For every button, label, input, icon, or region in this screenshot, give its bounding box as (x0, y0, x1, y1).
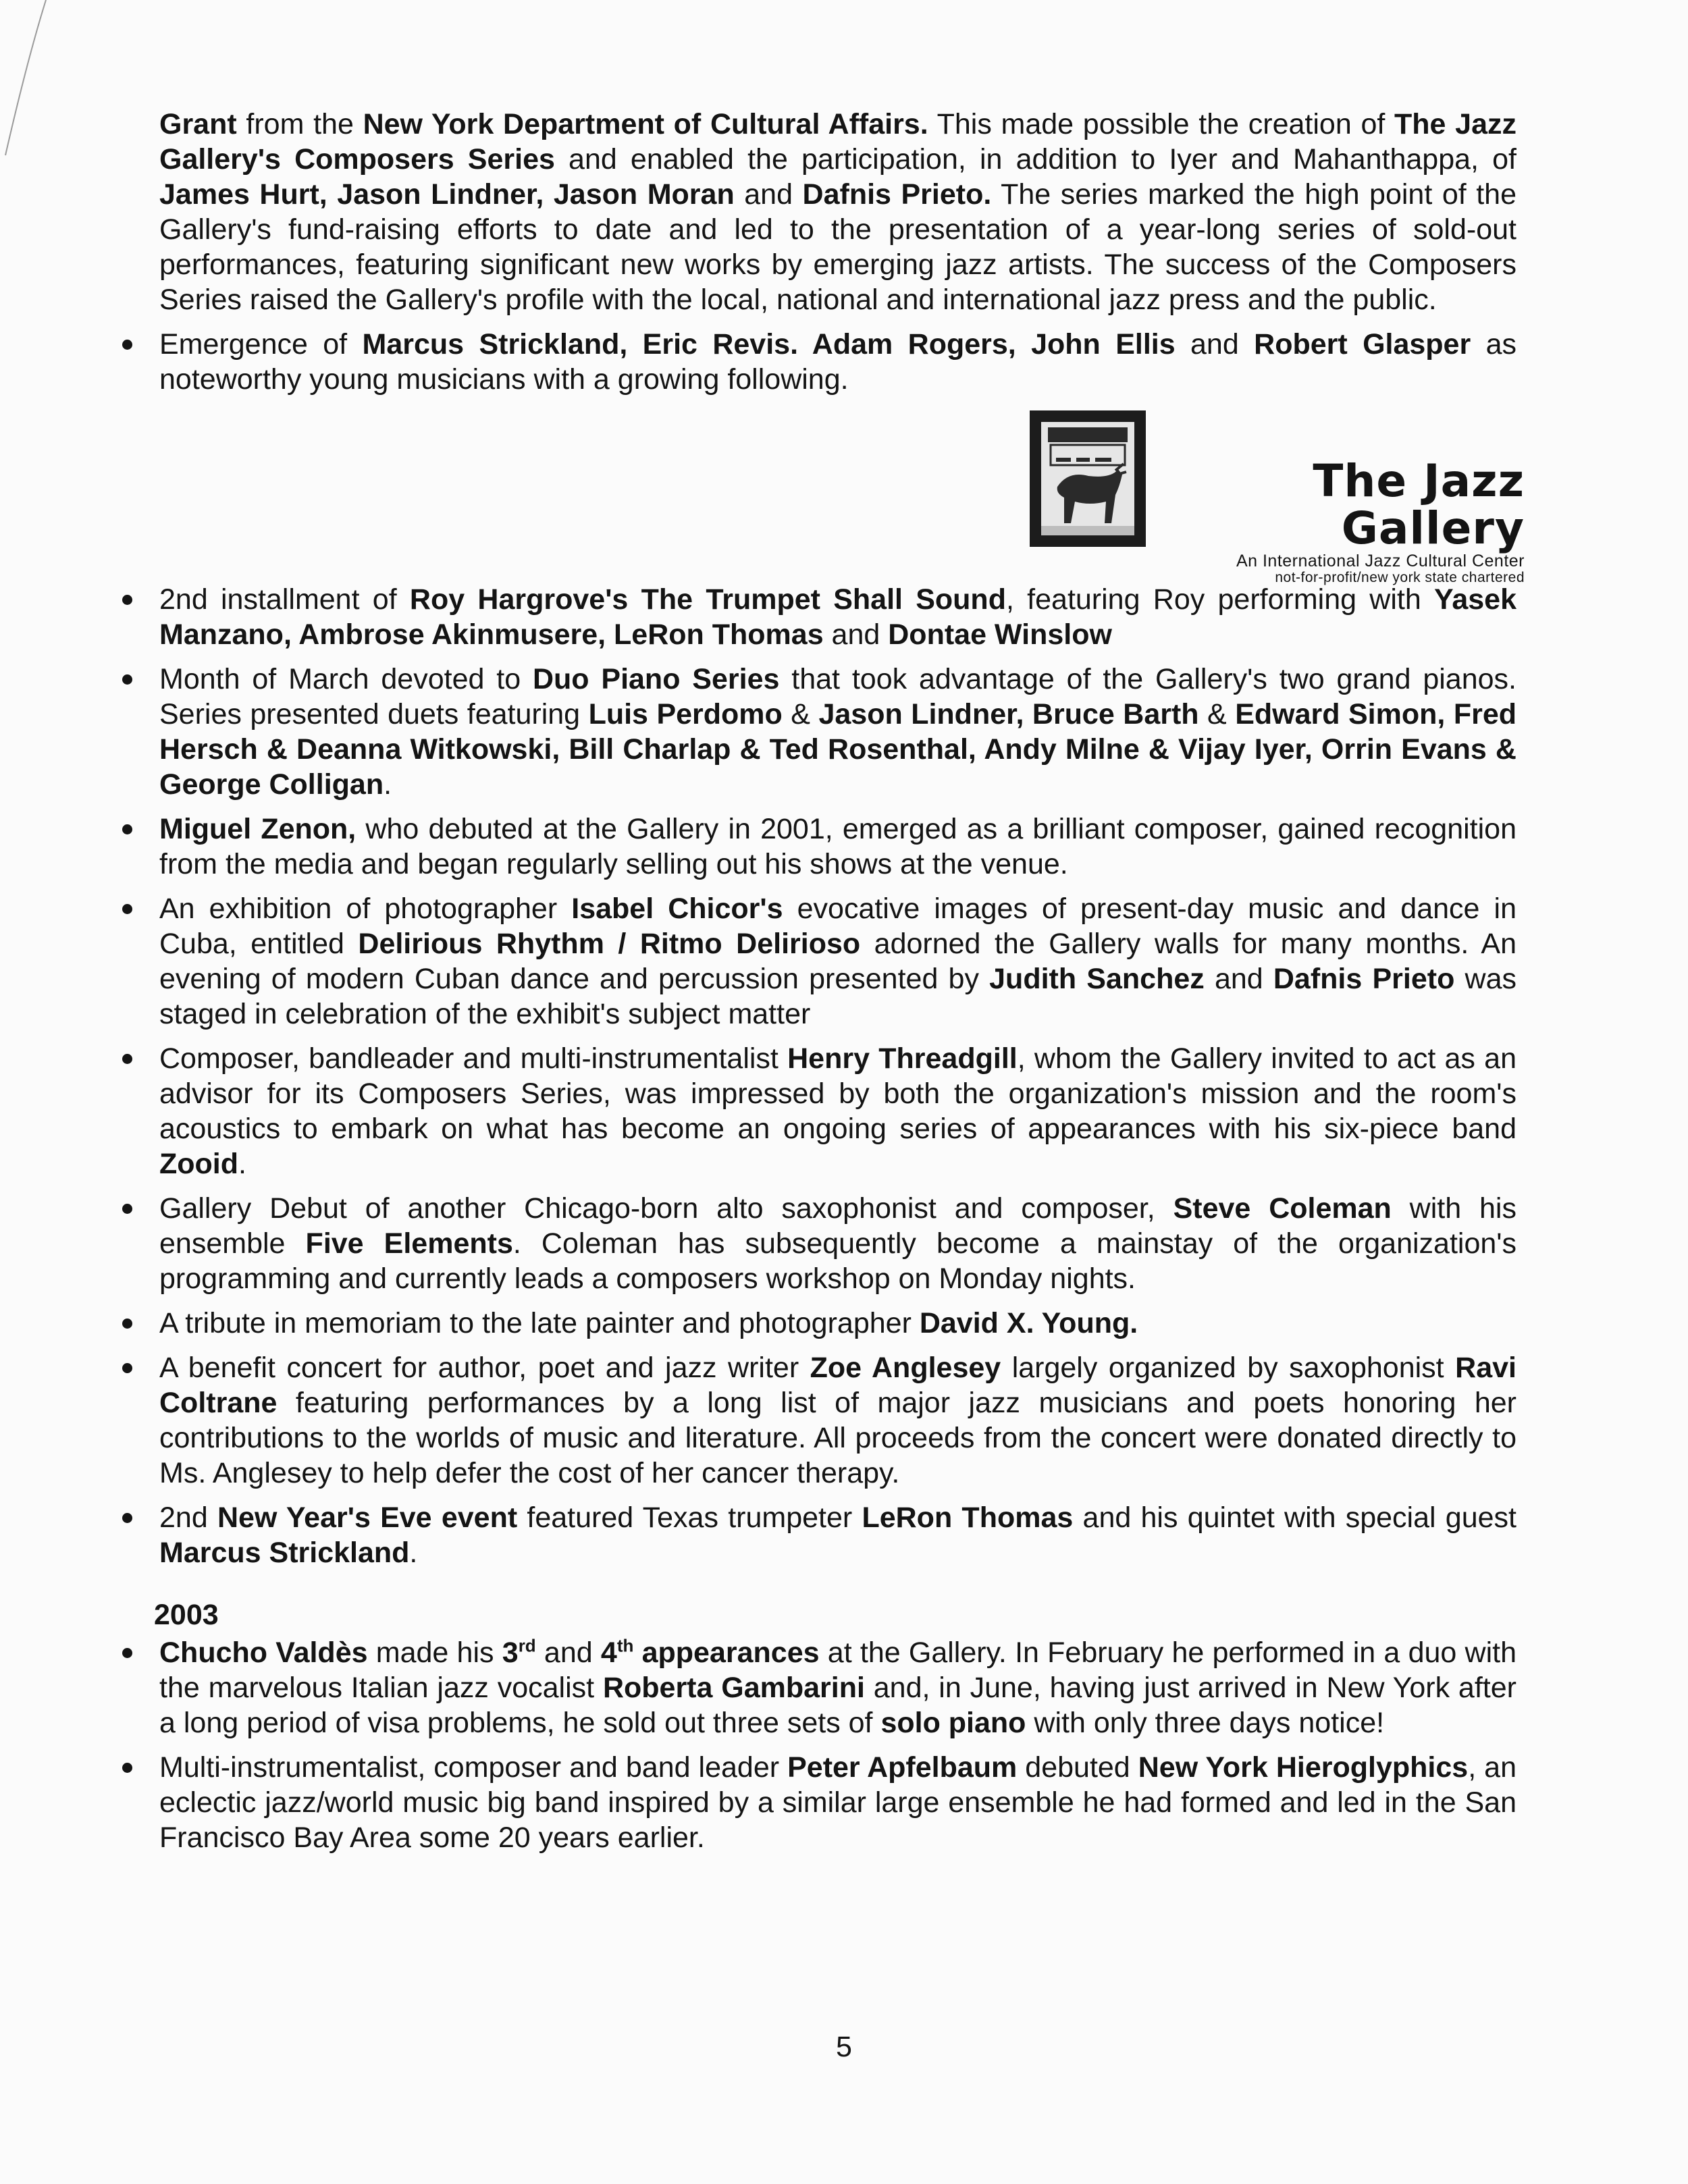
text: . Coleman has subsequently become a mainstay of the organization's programming and currently leads a composers workshop on Monday nights. (159, 1227, 1516, 1295)
text: debuted (1017, 1751, 1138, 1784)
text: that took advantage of the Gallery's two grand pianos. Series presented duets featuring (159, 663, 1516, 730)
text-bold: Dafnis Prieto (1273, 963, 1455, 995)
text: as noteworthy young musicians with a growing following. (159, 328, 1517, 396)
text: and (823, 618, 889, 651)
bullet-list-2003 (159, 1635, 1516, 1855)
list-item (159, 1350, 1516, 1491)
text-bold: Steve Coleman (1173, 1192, 1392, 1225)
text: . (384, 768, 392, 801)
superscript: rd (518, 1635, 536, 1656)
jazz-gallery-logo (159, 404, 1525, 585)
text: , whom the Gallery invited to act as an advisor for its Composers Series, was impressed by both the organization's mission and the room's acoustics to embark on what has become an ongoing series of appearances with his six-piece band (159, 1042, 1516, 1145)
text-bold: Edward Simon, Fred Hersch & Deanna Witkowski, Bill Charlap & Ted Rosenthal, Andy Milne & Vijay Iyer, Orrin Evans & George Colligan (159, 698, 1517, 801)
text: In February he performed in a duo with the marvelous Italian jazz vocalist (159, 1636, 1517, 1704)
text-bold: Miguel Zenon, (159, 813, 357, 845)
text: Month of March devoted to (159, 663, 533, 695)
bull-illustration-icon (1041, 422, 1134, 535)
list-item (159, 327, 1516, 397)
text-bold: James Hurt, Jason Lindner, Jason Moran (159, 178, 735, 211)
list-item (159, 662, 1516, 802)
text-bold: Chucho Valdès (159, 1636, 368, 1669)
list-item (159, 1191, 1516, 1296)
text: and (1175, 328, 1255, 361)
scan-margin-mark (0, 0, 74, 162)
text: with his ensemble (159, 1192, 1516, 1260)
list-item (159, 582, 1516, 652)
logo-tagline: not-for-profit/new york state chartered (1275, 570, 1525, 585)
text-bold: Roberta Gambarini (602, 1672, 865, 1704)
text: The series marked the high point of the Gallery's fund-raising efforts to date and led to the presentation of a year-long series of sold-out performances, featuring significant new works by emerging jazz artists. The success of the Composers Series raised the Gallery's profile with the local, national and international jazz press and the public. (159, 178, 1517, 316)
text-bold: LeRon Thomas (862, 1501, 1074, 1534)
list-item (159, 1500, 1516, 1570)
text: evocative images of present-day music and dance in Cuba, entitled (159, 893, 1516, 960)
text-bold: Marcus Strickland (159, 1537, 410, 1569)
text: was staged in celebration of the exhibit's subject matter (159, 963, 1516, 1030)
text-bold: Jason Lindner, Bruce Barth (818, 698, 1199, 730)
text: made his (367, 1636, 502, 1669)
text-bold: Duo Piano Series (532, 663, 780, 695)
text: Composer, bandleader and multi-instrumentalist (159, 1042, 788, 1075)
text: largely organized by saxophonist (1001, 1352, 1456, 1384)
text-bold: New York Hieroglyphics (1138, 1751, 1469, 1784)
text-bold: The Jazz Gallery's Composers Series (159, 108, 1516, 176)
text-bold: Judith Sanchez (989, 963, 1205, 995)
text: and (535, 1636, 601, 1669)
text: and, in June, having just arrived in New York after a long period of visa problems, he sold out three sets of (159, 1672, 1516, 1739)
page-number: 5 (836, 2031, 852, 2063)
text: featuring performances by a long list of major jazz musicians and poets honoring her contributions to the worlds of music and literature. All proceeds from the concert were donated directly to Ms. Anglesey to help defer the cost of her cancer therapy. (159, 1387, 1516, 1489)
text: Multi-instrumentalist, composer and band leader (159, 1751, 788, 1784)
text: 2nd (159, 1501, 217, 1534)
text-bold: New Year's Eve event (217, 1501, 518, 1534)
text-bold: Roy Hargrove's The Trumpet Shall Sound (409, 583, 1006, 616)
text-bold: Isabel Chicor's (571, 893, 783, 925)
text: who debuted at the Gallery in 2001, emerged as a brilliant composer, gained recognition from the media and began regularly selling out his shows at the venue. (159, 813, 1516, 880)
text: & (1198, 698, 1236, 730)
text-bold: Yasek Manzano, Ambrose Akinmusere, LeRon Thomas (159, 583, 1516, 651)
text: and (1204, 963, 1273, 995)
text: Emergence of (159, 328, 363, 361)
text: and his quintet with special guest (1073, 1501, 1516, 1534)
text-bold: Marcus Strickland, Eric Revis. Adam Rogers, John Ellis (362, 328, 1176, 361)
text-bold: Delirious Rhythm / Ritmo Delirioso (358, 928, 861, 960)
text-bold: Henry Threadgill (787, 1042, 1018, 1075)
intro-paragraph (159, 107, 1516, 317)
text: and enabled the participation, in addition to Iyer and Mahanthappa, of (554, 143, 1516, 176)
bullet-list-2002-a (159, 327, 1516, 397)
text: , featuring Roy performing with (1005, 583, 1435, 616)
text-bold: David X. Young. (919, 1307, 1138, 1339)
text-bold: Dontae Winslow (888, 618, 1112, 651)
text-bold: Robert Glasper (1254, 328, 1471, 361)
text-bold: Five Elements (305, 1227, 513, 1260)
text: with only three days notice! (1026, 1707, 1385, 1739)
list-item (159, 1635, 1516, 1740)
text: 2nd installment of (159, 583, 410, 616)
text-bold: appearances (633, 1636, 820, 1669)
text-bold: New York Department of Cultural Affairs. (363, 108, 928, 140)
text-bold: solo piano (880, 1707, 1026, 1739)
text-bold: Grant (159, 108, 237, 140)
text: at the Gallery. (819, 1636, 1007, 1669)
list-item (159, 1750, 1516, 1855)
text: . (409, 1537, 418, 1569)
text-bold: 3 (502, 1636, 519, 1669)
text-bold: Peter Apfelbaum (787, 1751, 1018, 1784)
text-bold: Dafnis Prieto. (802, 178, 992, 211)
list-item (159, 1306, 1516, 1341)
text-bold: Zooid (159, 1148, 239, 1180)
text: featured Texas trumpeter (517, 1501, 862, 1534)
list-item (159, 811, 1516, 882)
text: An exhibition of photographer (159, 893, 572, 925)
text: Gallery Debut of another Chicago-born alto saxophonist and composer, (159, 1192, 1173, 1225)
text: A benefit concert for author, poet and jazz writer (159, 1352, 810, 1384)
text-bold: Ravi Coltrane (159, 1352, 1516, 1419)
text-bold: Luis Perdomo (588, 698, 783, 730)
text: adorned the Gallery walls for many months. An evening of modern Cuban dance and percussion presented by (159, 928, 1516, 995)
year-heading: 2003 (154, 1599, 219, 1631)
logo-title: The Jazz Gallery (1313, 455, 1525, 554)
text: & (782, 698, 819, 730)
text: from the (236, 108, 363, 140)
bullet-list-2002-b (159, 582, 1516, 1570)
text: This made possible the creation of (928, 108, 1395, 140)
text: and (734, 178, 803, 211)
document-page (154, 107, 1525, 1855)
list-item (159, 1041, 1516, 1181)
logo-text-block (1160, 455, 1525, 586)
text: , an eclectic jazz/world music big band inspired by a similar large ensemble he had formed and led in the San Francisco Bay Area some 20 years earlier. (159, 1751, 1516, 1854)
superscript: th (616, 1635, 634, 1656)
text-bold: 4 (600, 1636, 617, 1669)
logo-image (1030, 410, 1146, 547)
logo-subtitle: An International Jazz Cultural Center (1236, 552, 1525, 570)
text: . (238, 1148, 246, 1180)
text: A tribute in memoriam to the late painter and photographer (159, 1307, 920, 1339)
list-item (159, 891, 1516, 1032)
text-bold: Zoe Anglesey (810, 1352, 1001, 1384)
